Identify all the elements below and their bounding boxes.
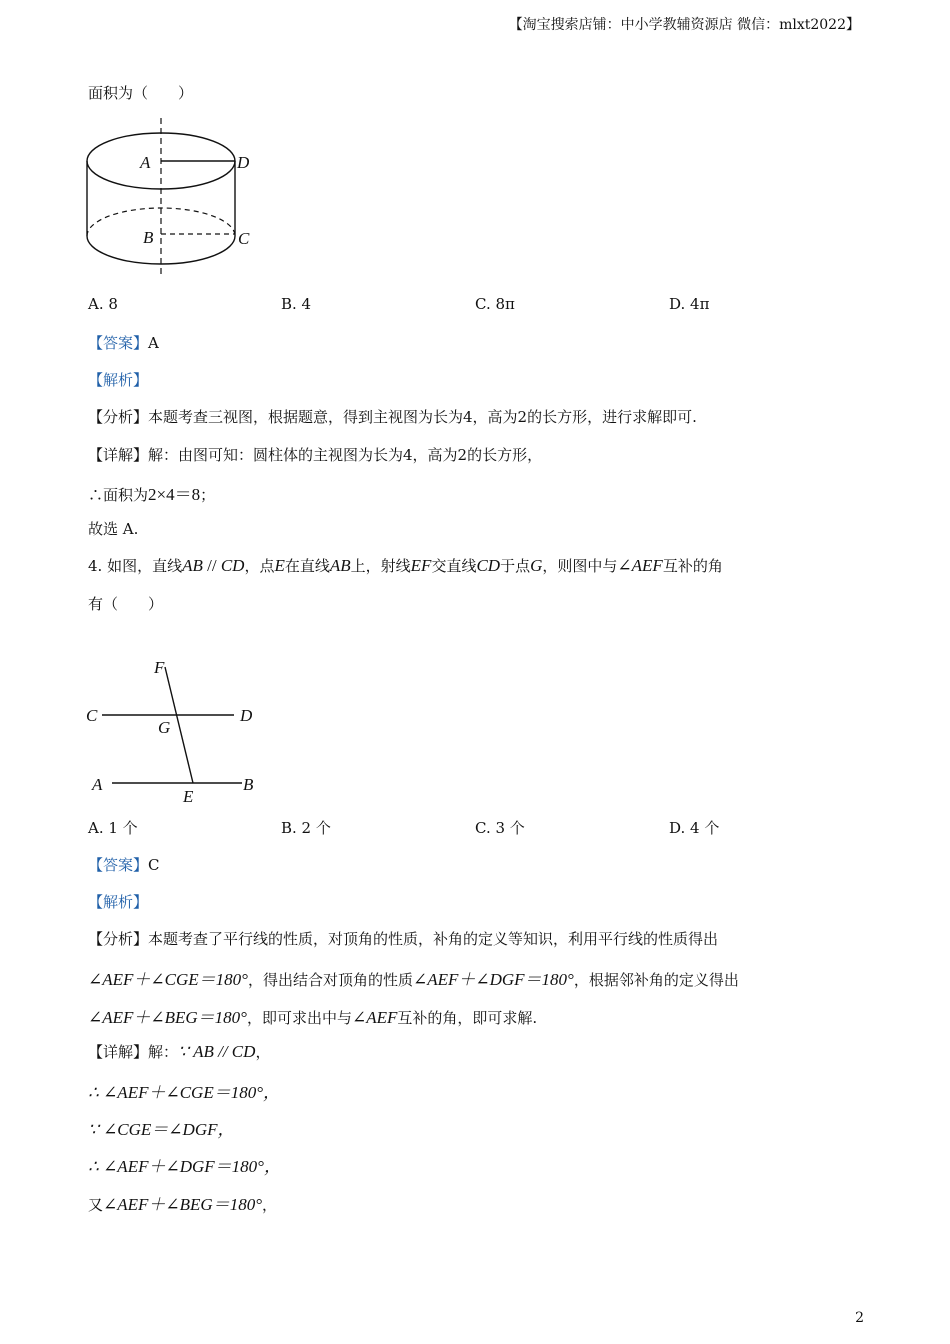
- cyl-label-a: A: [140, 153, 151, 172]
- fig-label-f: F: [154, 658, 165, 677]
- q4-xj1-math: ∵ AB // CD: [178, 1042, 256, 1061]
- q3-area-line: [88, 480, 215, 505]
- q3-answer-value: A: [148, 334, 159, 352]
- q4-s2: ，点: [244, 557, 275, 575]
- fig-label-a: A: [92, 775, 103, 794]
- q4-answer-tag: 【答案】: [88, 856, 149, 874]
- q3-analysis-tag: 【解析】: [88, 371, 149, 389]
- q4-fenxi-tag: 【分析】: [88, 930, 149, 948]
- q4-number: 4.: [88, 557, 103, 575]
- q4-s4: 上，射线: [350, 557, 411, 575]
- cyl-label-c: C: [238, 229, 250, 248]
- q3-option-c: C. 8π: [475, 295, 515, 313]
- q4-fx3-math2: ∠AEF: [352, 1008, 398, 1027]
- fig-label-d: D: [240, 706, 253, 725]
- q3-fenxi-tag: 【分析】: [88, 408, 149, 426]
- q3-xiangjie-tag: 【详解】: [88, 446, 149, 464]
- q4-xj2: ∴ ∠AEF＋∠CGE＝180°，: [88, 1083, 281, 1102]
- q4-m2: E: [274, 556, 285, 575]
- q3-area-math: 2×4＝8: [148, 485, 201, 504]
- q4-fenxi-line3: [88, 1003, 537, 1028]
- q4-m1b: //: [202, 556, 221, 575]
- q4-stem-line2: 有（ ）: [88, 595, 164, 613]
- q3-answer: [88, 332, 159, 353]
- cyl-label-d: D: [237, 153, 250, 172]
- q4-xj5: [88, 1190, 277, 1215]
- q4-xj3: ∵ ∠CGE＝∠DGF，: [88, 1120, 235, 1139]
- q4-m7: ∠AEF: [617, 556, 663, 575]
- q4-fx3-tail: 互补的角，即可求解.: [397, 1009, 538, 1027]
- q4-fenxi-text: 本题考查了平行线的性质，对顶角的性质，补角的定义等知识，利用平行线的性质得出: [148, 930, 719, 948]
- q4-xj5-math: ∠AEF＋∠BEG＝180°: [103, 1195, 263, 1214]
- q3-fenxi-text: 本题考查三视图，根据题意，得到主视图为长为4，高为2的长方形，进行求解即可.: [148, 408, 697, 426]
- q4-m3: AB: [329, 556, 351, 575]
- cylinder-figure: [80, 118, 270, 278]
- q3-option-a: A. 8: [88, 295, 118, 313]
- q3-answer-tag: 【答案】: [88, 334, 149, 352]
- q3-area-prefix: ∴面积为: [88, 486, 149, 504]
- fig-label-c: C: [86, 706, 98, 725]
- q4-fx2-math2: ∠AEF＋∠DGF＝180°: [412, 970, 574, 989]
- q4-xj1-text: 解：: [148, 1043, 179, 1061]
- q4-answer-value: C: [148, 856, 160, 874]
- q4-xj4: ∴ ∠AEF＋∠DGF＝180°，: [88, 1157, 281, 1176]
- q4-s5: 交直线: [431, 557, 477, 575]
- q4-answer: [88, 854, 160, 875]
- q4-m6: G: [530, 556, 543, 575]
- fig-label-e: E: [183, 787, 194, 805]
- q4-fx2-tail: ，根据邻补角的定义得出: [573, 971, 739, 989]
- q4-fx3-math: ∠AEF＋∠BEG＝180°: [88, 1008, 247, 1027]
- q4-s6: 于点: [500, 557, 531, 575]
- q4-xiangjie-tag: 【详解】: [88, 1043, 149, 1061]
- q4-analysis-tag: 【解析】: [88, 893, 149, 911]
- q3-option-d: D. 4π: [669, 295, 710, 313]
- q4-m4: EF: [410, 556, 432, 575]
- q4-xj1-tail: ，: [255, 1043, 271, 1061]
- q4-s8: 互补的角: [662, 557, 723, 575]
- fig-label-g: G: [158, 718, 171, 737]
- q4-xj5-prefix: 又: [88, 1196, 104, 1214]
- q4-s7: ，则图中与: [542, 557, 618, 575]
- fig-label-b: B: [243, 775, 254, 794]
- cyl-label-b: B: [143, 228, 154, 247]
- q3-conclusion: 故选 A.: [88, 520, 139, 538]
- q3-xiangjie-text: 解：由图可知：圆柱体的主视图为长为4，高为2的长方形，: [148, 446, 543, 464]
- q4-m5: CD: [476, 556, 501, 575]
- q3-fenxi: [88, 406, 697, 427]
- page-number: 2: [855, 1310, 864, 1326]
- q4-fx3-text: ，即可求出中与: [247, 1009, 353, 1027]
- parallel-lines-figure: [82, 655, 282, 805]
- q3-area-suffix: ；: [200, 486, 216, 504]
- q3-xiangjie: [88, 444, 542, 465]
- q4-fenxi: [88, 928, 718, 949]
- q4-xj5-tail: ，: [262, 1196, 278, 1214]
- q4-s3: 在直线: [284, 557, 330, 575]
- q4-option-a: A. 1 个: [88, 819, 138, 837]
- q4-fx2-text: ，得出结合对顶角的性质: [247, 971, 413, 989]
- q4-xiangjie: [88, 1041, 270, 1062]
- q4-fx2-math1: ∠AEF＋∠CGE＝180°: [88, 970, 248, 989]
- q4-m1c: CD: [220, 556, 245, 575]
- q4-fenxi-line2: [88, 965, 739, 990]
- q4-s1: 如图，直线: [102, 557, 183, 575]
- q4-option-c: C. 3 个: [475, 819, 525, 837]
- q4-option-b: B. 2 个: [281, 819, 331, 837]
- q4-m1: AB: [182, 556, 203, 575]
- page-header: 【淘宝搜索店铺：中小学教辅资源店 微信：mlxt2022】: [508, 17, 860, 33]
- q3-stem-tail: 面积为（ ）: [88, 84, 194, 102]
- q4-stem: [88, 555, 723, 576]
- q3-option-b: B. 4: [281, 295, 312, 313]
- q4-option-d: D. 4 个: [669, 819, 720, 837]
